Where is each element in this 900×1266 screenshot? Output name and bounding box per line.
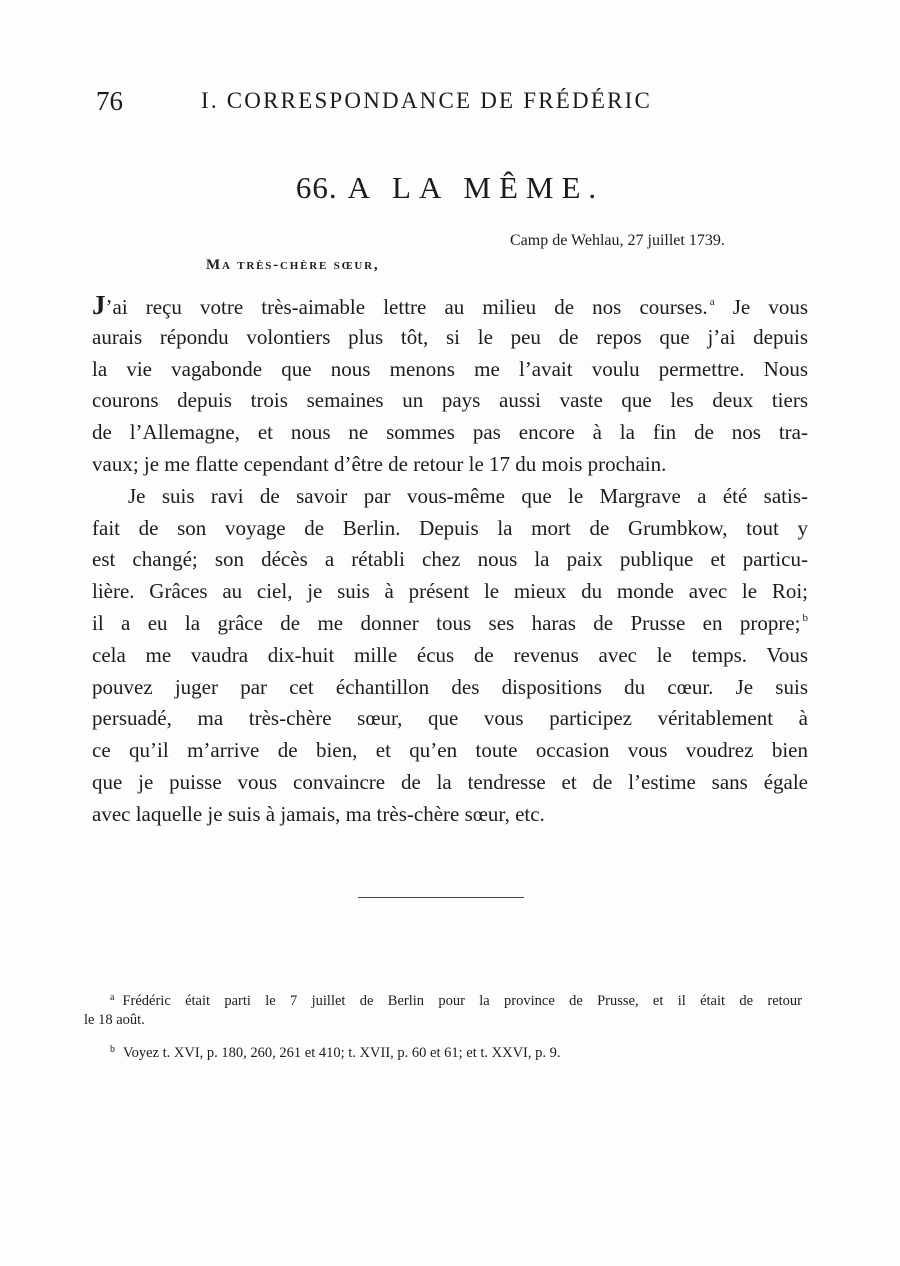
body-line: de l’Allemagne, et nous ne sommes pas encore à la fin de nos tra- bbox=[92, 420, 808, 445]
drop-cap: J bbox=[92, 290, 106, 320]
body-line: courons depuis trois semaines un pays aussi vaste que les deux tiers bbox=[92, 388, 808, 413]
section-divider bbox=[358, 897, 524, 898]
footnotes bbox=[84, 987, 802, 1061]
body-line: pouvez juger par cet échantillon des dispositions du cœur. Je suis bbox=[92, 674, 808, 699]
letter-number: 66. bbox=[295, 170, 338, 205]
footnote-a-continued: le 18 août. bbox=[84, 1012, 145, 1028]
body-line: fait de son voyage de Berlin. Depuis la mort de Grumbkow, tout y bbox=[92, 515, 808, 540]
body-line: la vie vagabonde que nous menons me l’avait voulu permettre. Nous bbox=[92, 356, 808, 381]
dateline: Camp de Wehlau, 27 juillet 1739. bbox=[510, 232, 725, 249]
body-line: Je suis ravi de savoir par vous-même que le Margrave a été satis- bbox=[128, 483, 808, 508]
footnote-ref-b[interactable]: b bbox=[802, 611, 808, 624]
body-line: est changé; son décès a rétabli chez nous la paix publique et particu- bbox=[92, 547, 808, 572]
footnote-b-text: Voyez t. XVI, p. 180, 260, 261 et 410; t. XVII, p. 60 et 61; et t. XXVI, p. 9. bbox=[123, 1045, 561, 1061]
body-line-text: ’ai reçu votre très-aimable lettre au milieu de nos courses. bbox=[105, 295, 708, 319]
body-line: vaux; je me flatte cependant d’être de retour le 17 du mois prochain. bbox=[92, 451, 667, 476]
body-line-tail: Je vous bbox=[732, 295, 808, 319]
footnote-a-text: Frédéric était parti le 7 juillet de Berlin pour la province de Prusse, et il était de retour bbox=[122, 993, 802, 1009]
body-line bbox=[92, 608, 808, 640]
running-title: I. CORRESPONDANCE DE FRÉDÉRIC bbox=[201, 88, 653, 113]
body-line: avec laquelle je suis à jamais, ma très-chère sœur, etc. bbox=[92, 801, 545, 826]
footnote-mark-a: a bbox=[110, 992, 115, 1003]
footnote-b bbox=[84, 1039, 802, 1061]
body-line: lière. Grâces au ciel, je suis à présent le mieux du monde avec le Roi; bbox=[92, 579, 808, 604]
body-line bbox=[92, 290, 808, 322]
body-line: aurais répondu volontiers plus tôt, si le peu de repos que j’ai depuis bbox=[92, 324, 808, 349]
page-number: 76 bbox=[96, 86, 123, 116]
footnote-mark-b: b bbox=[110, 1044, 115, 1055]
footnote-a bbox=[84, 987, 802, 1009]
letter-title: A LA MÊME. bbox=[347, 170, 605, 205]
body-line: persuadé, ma très-chère sœur, que vous participez véritablement à bbox=[92, 706, 808, 731]
running-head bbox=[96, 84, 716, 118]
footnote-ref-a[interactable]: a bbox=[709, 296, 715, 308]
letter-heading bbox=[0, 168, 900, 208]
body-line: cela me vaudra dix-huit mille écus de revenus avec le temps. Vous bbox=[92, 642, 808, 667]
body-line-text: il a eu la grâce de me donner tous ses haras de Prusse en propre; bbox=[92, 610, 801, 635]
letter-body bbox=[92, 290, 808, 831]
body-line: que je puisse vous convaincre de la tendresse et de l’estime sans égale bbox=[92, 769, 808, 794]
body-line: ce qu’il m’arrive de bien, et qu’en toute occasion vous voudrez bien bbox=[92, 738, 808, 763]
salutation: Ma très-chère sœur, bbox=[206, 257, 380, 273]
